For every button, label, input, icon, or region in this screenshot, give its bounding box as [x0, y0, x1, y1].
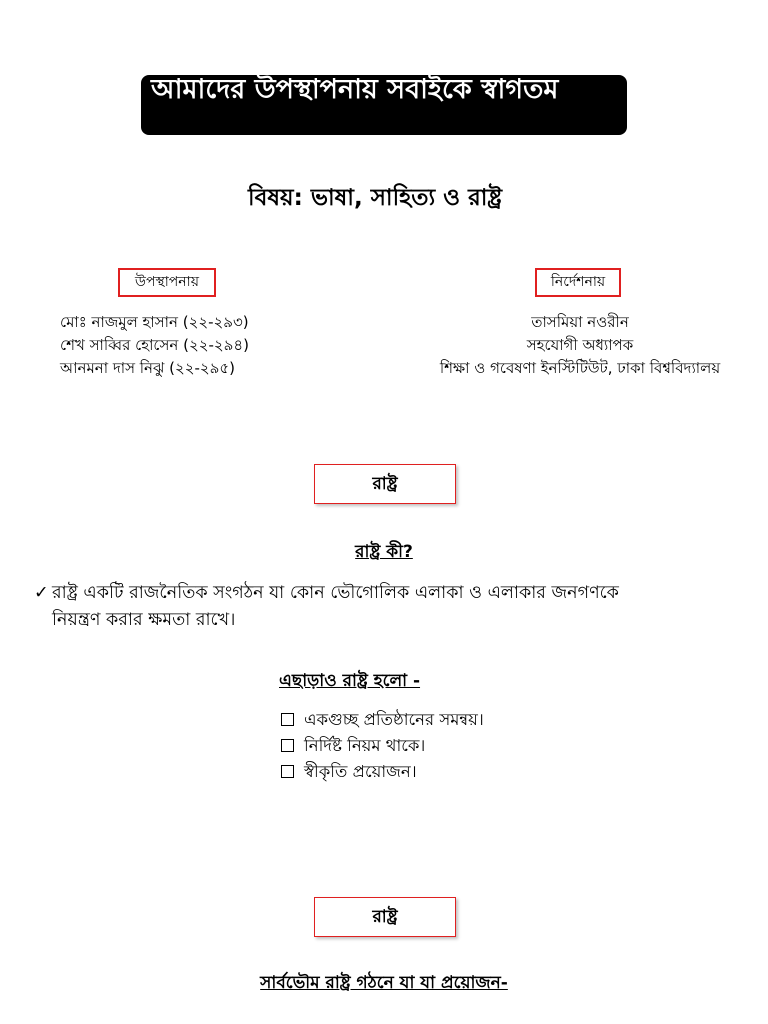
checkbox-bullet-icon — [281, 765, 294, 778]
supervisor-info — [380, 311, 768, 380]
presenters-label: উপস্থাপনায় — [118, 268, 216, 297]
list-item — [281, 759, 484, 785]
feature-list — [281, 707, 484, 785]
section-heading-state: রাষ্ট্র — [314, 464, 456, 504]
presenter-list — [60, 311, 249, 380]
topic-heading: বিষয়: ভাষা, সাহিত্য ও রাষ্ট্র — [248, 185, 503, 211]
presentation-title: আমাদের উপস্থাপনায় সবাইকে স্বাগতম — [151, 75, 559, 105]
supervisor-designation: সহযোগী অধ্যাপক — [526, 336, 634, 354]
supervisor-institute: শিক্ষা ও গবেষণা ইনস্টিটিউট, ঢাকা বিশ্ববিদ্যালয় — [439, 359, 721, 377]
sovereign-state-heading: সার্বভৌম রাষ্ট্র গঠনে যা যা প্রয়োজন- — [260, 973, 508, 993]
list-item — [281, 707, 484, 733]
section-heading-state-2: রাষ্ট্র — [314, 897, 456, 937]
check-icon: ✓ — [34, 583, 49, 603]
besides-heading: এছাড়াও রাষ্ট্র হলো - — [279, 671, 421, 691]
presenter-name: আনমনা দাস নিঝু (২২-২৯৫) — [60, 359, 235, 377]
list-item — [281, 733, 484, 759]
presenter-name: শেখ সাব্বির হোসেন (২২-২৯৪) — [60, 336, 249, 354]
checkbox-bullet-icon — [281, 739, 294, 752]
title-banner — [141, 75, 627, 135]
definition-line-1: রাষ্ট্র একটি রাজনৈতিক সংগঠন যা কোন ভৌগোলিক এলাকা ও এলাকার জনগণকে — [52, 583, 619, 603]
state-definition — [34, 580, 734, 634]
supervisor-name: তাসমিয়া নওরীন — [531, 313, 629, 331]
list-item-text: নির্দিষ্ট নিয়ম থাকে। — [304, 736, 426, 755]
definition-line-2: নিয়ন্ত্রণ করার ক্ষমতা রাখে। — [52, 610, 236, 630]
question-heading: রাষ্ট্র কী? — [355, 542, 413, 562]
checkbox-bullet-icon — [281, 713, 294, 726]
list-item-text: স্বীকৃতি প্রয়োজন। — [304, 762, 417, 781]
presenter-name: মোঃ নাজমুল হাসান (২২-২৯৩) — [60, 313, 249, 331]
list-item-text: একগুচ্ছ প্রতিষ্ঠানের সমন্বয়। — [304, 710, 484, 729]
supervisor-label: নির্দেশনায় — [535, 268, 621, 297]
